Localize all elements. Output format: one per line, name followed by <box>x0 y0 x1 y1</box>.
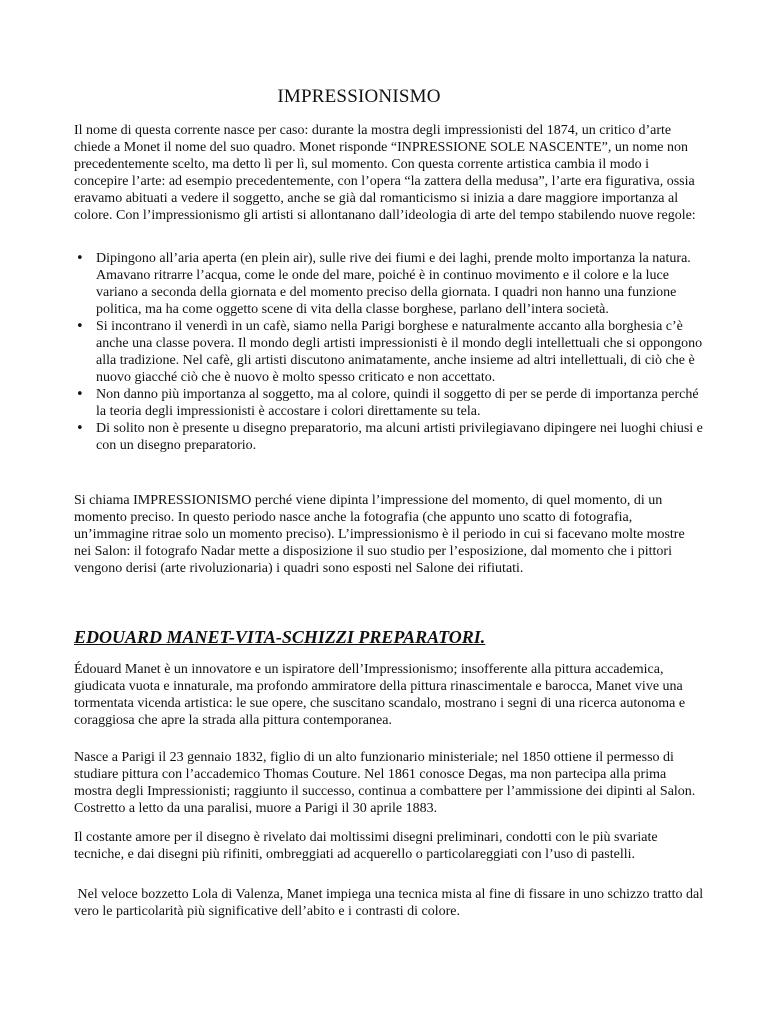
page-title: IMPRESSIONISMO <box>277 86 441 107</box>
intro-paragraph: Il nome di questa corrente nasce per caso: durante la mostra degli impressionisti del 1874, un critico d’arte chiede a Monet il nome del suo quadro. Monet risponde “INPRESSIONE SOLE NASCENTE”, un nome non precedentemente scelto, ma detto lì per lì, sul momento. Con questa corrente artistica cambia il modo i concepire l’arte: ad esempio precedentemente, con l’opera “la zattera della medusa”, l’arte era figurativa, ossia eravamo abituati a vedere il soggetto, anche se già dal romanticismo si inizia a dare maggiore importanza al colore. Con l’impressionismo gli artisti si allontanano dall’ideologia di arte del tempo stabilendo nuove regole: <box>74 123 696 223</box>
manet-paragraph-2: Nasce a Parigi il 23 gennaio 1832, figlio di un alto funzionario ministeriale; nel 1850 ottiene il permesso di studiare pittura con l’accademico Thomas Couture. Nel 1861 conosce Degas, ma non partecipa alla prima mostra degli Impressionisti; raggiunto il successo, continua a combattere per l’ammissione dei dipinti al Salon. Costretto a letto da una paralisi, muore a Parigi il 30 aprile 1883. <box>74 750 696 816</box>
rules-list <box>74 250 704 454</box>
list-item: • Si incontrano il venerdì in un cafè, siamo nella Parigi borghese e naturalmente accanto alla borghesia c’è anche una classe povera. Il mondo degli artisti impressionisti è il mondo degli intellettuali che si oppongono alla tradizione. Nel cafè, gli artisti discutono animatamente, anche insieme ad altri intellettuali, di ciò che è nuovo giacché ciò che è nuovo è molto spesso criticato e non accettato. <box>74 318 704 386</box>
manet-paragraph-1: Édouard Manet è un innovatore e un ispiratore dell’Impressionismo; insofferente alla pittura accademica, giudicata vuota e innaturale, ma profondo ammiratore della pittura rinascimentale e barocca, Manet vive una tormentata vicenda artistica: le sue opere, che suscitano scandalo, mostrano i segni di una ricerca autonoma e coraggiosa che apre la strada alla pittura contemporanea. <box>74 662 686 728</box>
list-item: • Dipingono all’aria aperta (en plein air), sulle rive dei fiumi e dei laghi, prende molto importanza la natura. Amavano ritrarre l’acqua, come le onde del mare, poiché è in continuo movimento e il colore e la luce variano a seconda della giornata e del momento preciso della giornata. I quadri non hanno una funzione politica, ma ha come oggetto scene di vita della classe borghese, parlano dell’intera società. <box>74 250 704 318</box>
explanation-paragraph: Si chiama IMPRESSIONISMO perché viene dipinta l’impressione del momento, di quel momento, di un momento preciso. In questo periodo nasce anche la fotografia (che appunto uno scatto di fotografia, un’immagine ritrae solo un momento preciso). L’impressionismo è il periodo in cui si facevano molte mostre nei Salon: il fotografo Nadar mette a disposizione il suo studio per l’esposizione, dal momento che i pittori vengono derisi (arte rivoluzionaria) i quadri sono esposti nel Salone dei rifiutati. <box>74 493 685 576</box>
manet-paragraph-4: Nel veloce bozzetto Lola di Valenza, Manet impiega una tecnica mista al fine di fissare in uno schizzo tratto dal vero le particolarità più significative dell’abito e i contrasti di colore. <box>74 887 707 919</box>
manet-paragraph-3: Il costante amore per il disegno è rivelato dai moltissimi disegni preliminari, condotti con le più svariate tecniche, e dai disegni più rifiniti, ombreggiati ad acquerello o particolareggiati con l’uso di pastelli. <box>74 830 658 862</box>
section-heading: EDOUARD MANET-VITA-SCHIZZI PREPARATORI. <box>74 627 486 647</box>
list-item: • Di solito non è presente u disegno preparatorio, ma alcuni artisti privilegiavano dipingere nei luoghi chiusi e con un disegno preparatorio. <box>74 420 704 454</box>
list-item: • Non danno più importanza al soggetto, ma al colore, quindi il soggetto di per se perde di importanza perché la teoria degli impressionisti è accostare i colori direttamente su tela. <box>74 386 704 420</box>
